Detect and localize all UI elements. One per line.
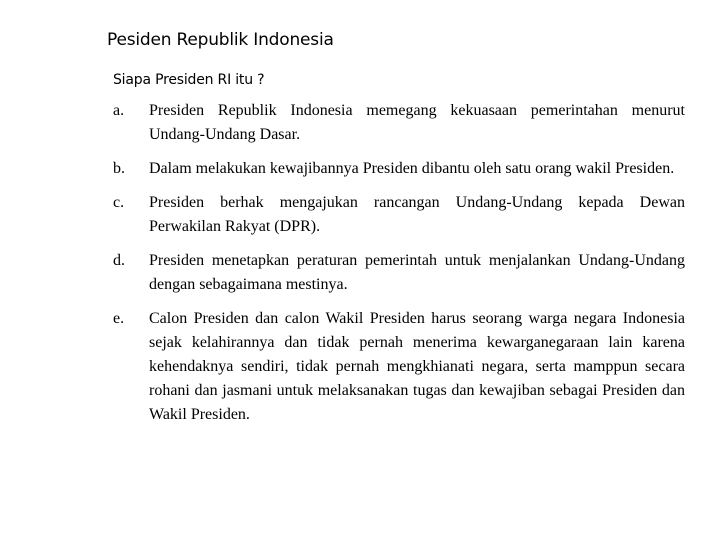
list-item-text: Presiden berhak mengajukan rancangan Undang-Undang kepada Dewan Perwakilan Rakyat (DPR). bbox=[149, 194, 685, 235]
question-heading: Siapa Presiden RI itu ? bbox=[113, 72, 265, 88]
list-item bbox=[113, 99, 685, 147]
list-marker: b. bbox=[113, 160, 125, 177]
list-item-text: Presiden menetapkan peraturan pemerintah untuk menjalankan Undang-Undang dengan sebagaimana mestinya. bbox=[149, 252, 685, 293]
list-item bbox=[113, 157, 685, 181]
list-item-text: Dalam melakukan kewajibannya Presiden dibantu oleh satu orang wakil Presiden. bbox=[149, 160, 675, 177]
list-item-text: Calon Presiden dan calon Wakil Presiden harus seorang warga negara Indonesia sejak kelahirannya dan tidak pernah menerima kewarganegaraan lain karena kehendaknya sendiri, tidak pernah mengkhianati negara, serta mamppun secara rohani dan jasmani untuk melaksanakan tugas dan kewajiban sebagai Presiden dan Wakil Presiden. bbox=[149, 310, 685, 423]
list-item bbox=[113, 307, 685, 427]
list-marker: c. bbox=[113, 194, 125, 211]
list-item bbox=[113, 249, 685, 297]
list-marker: a. bbox=[113, 102, 125, 119]
list-marker: d. bbox=[113, 252, 125, 269]
list-marker: e. bbox=[113, 310, 125, 327]
slide-title: Pesiden Republik Indonesia bbox=[107, 30, 334, 50]
list-item bbox=[113, 191, 685, 239]
list-item-text: Presiden Republik Indonesia memegang kekuasaan pemerintahan menurut Undang-Undang Dasar. bbox=[149, 102, 685, 143]
answer-list bbox=[113, 99, 685, 437]
